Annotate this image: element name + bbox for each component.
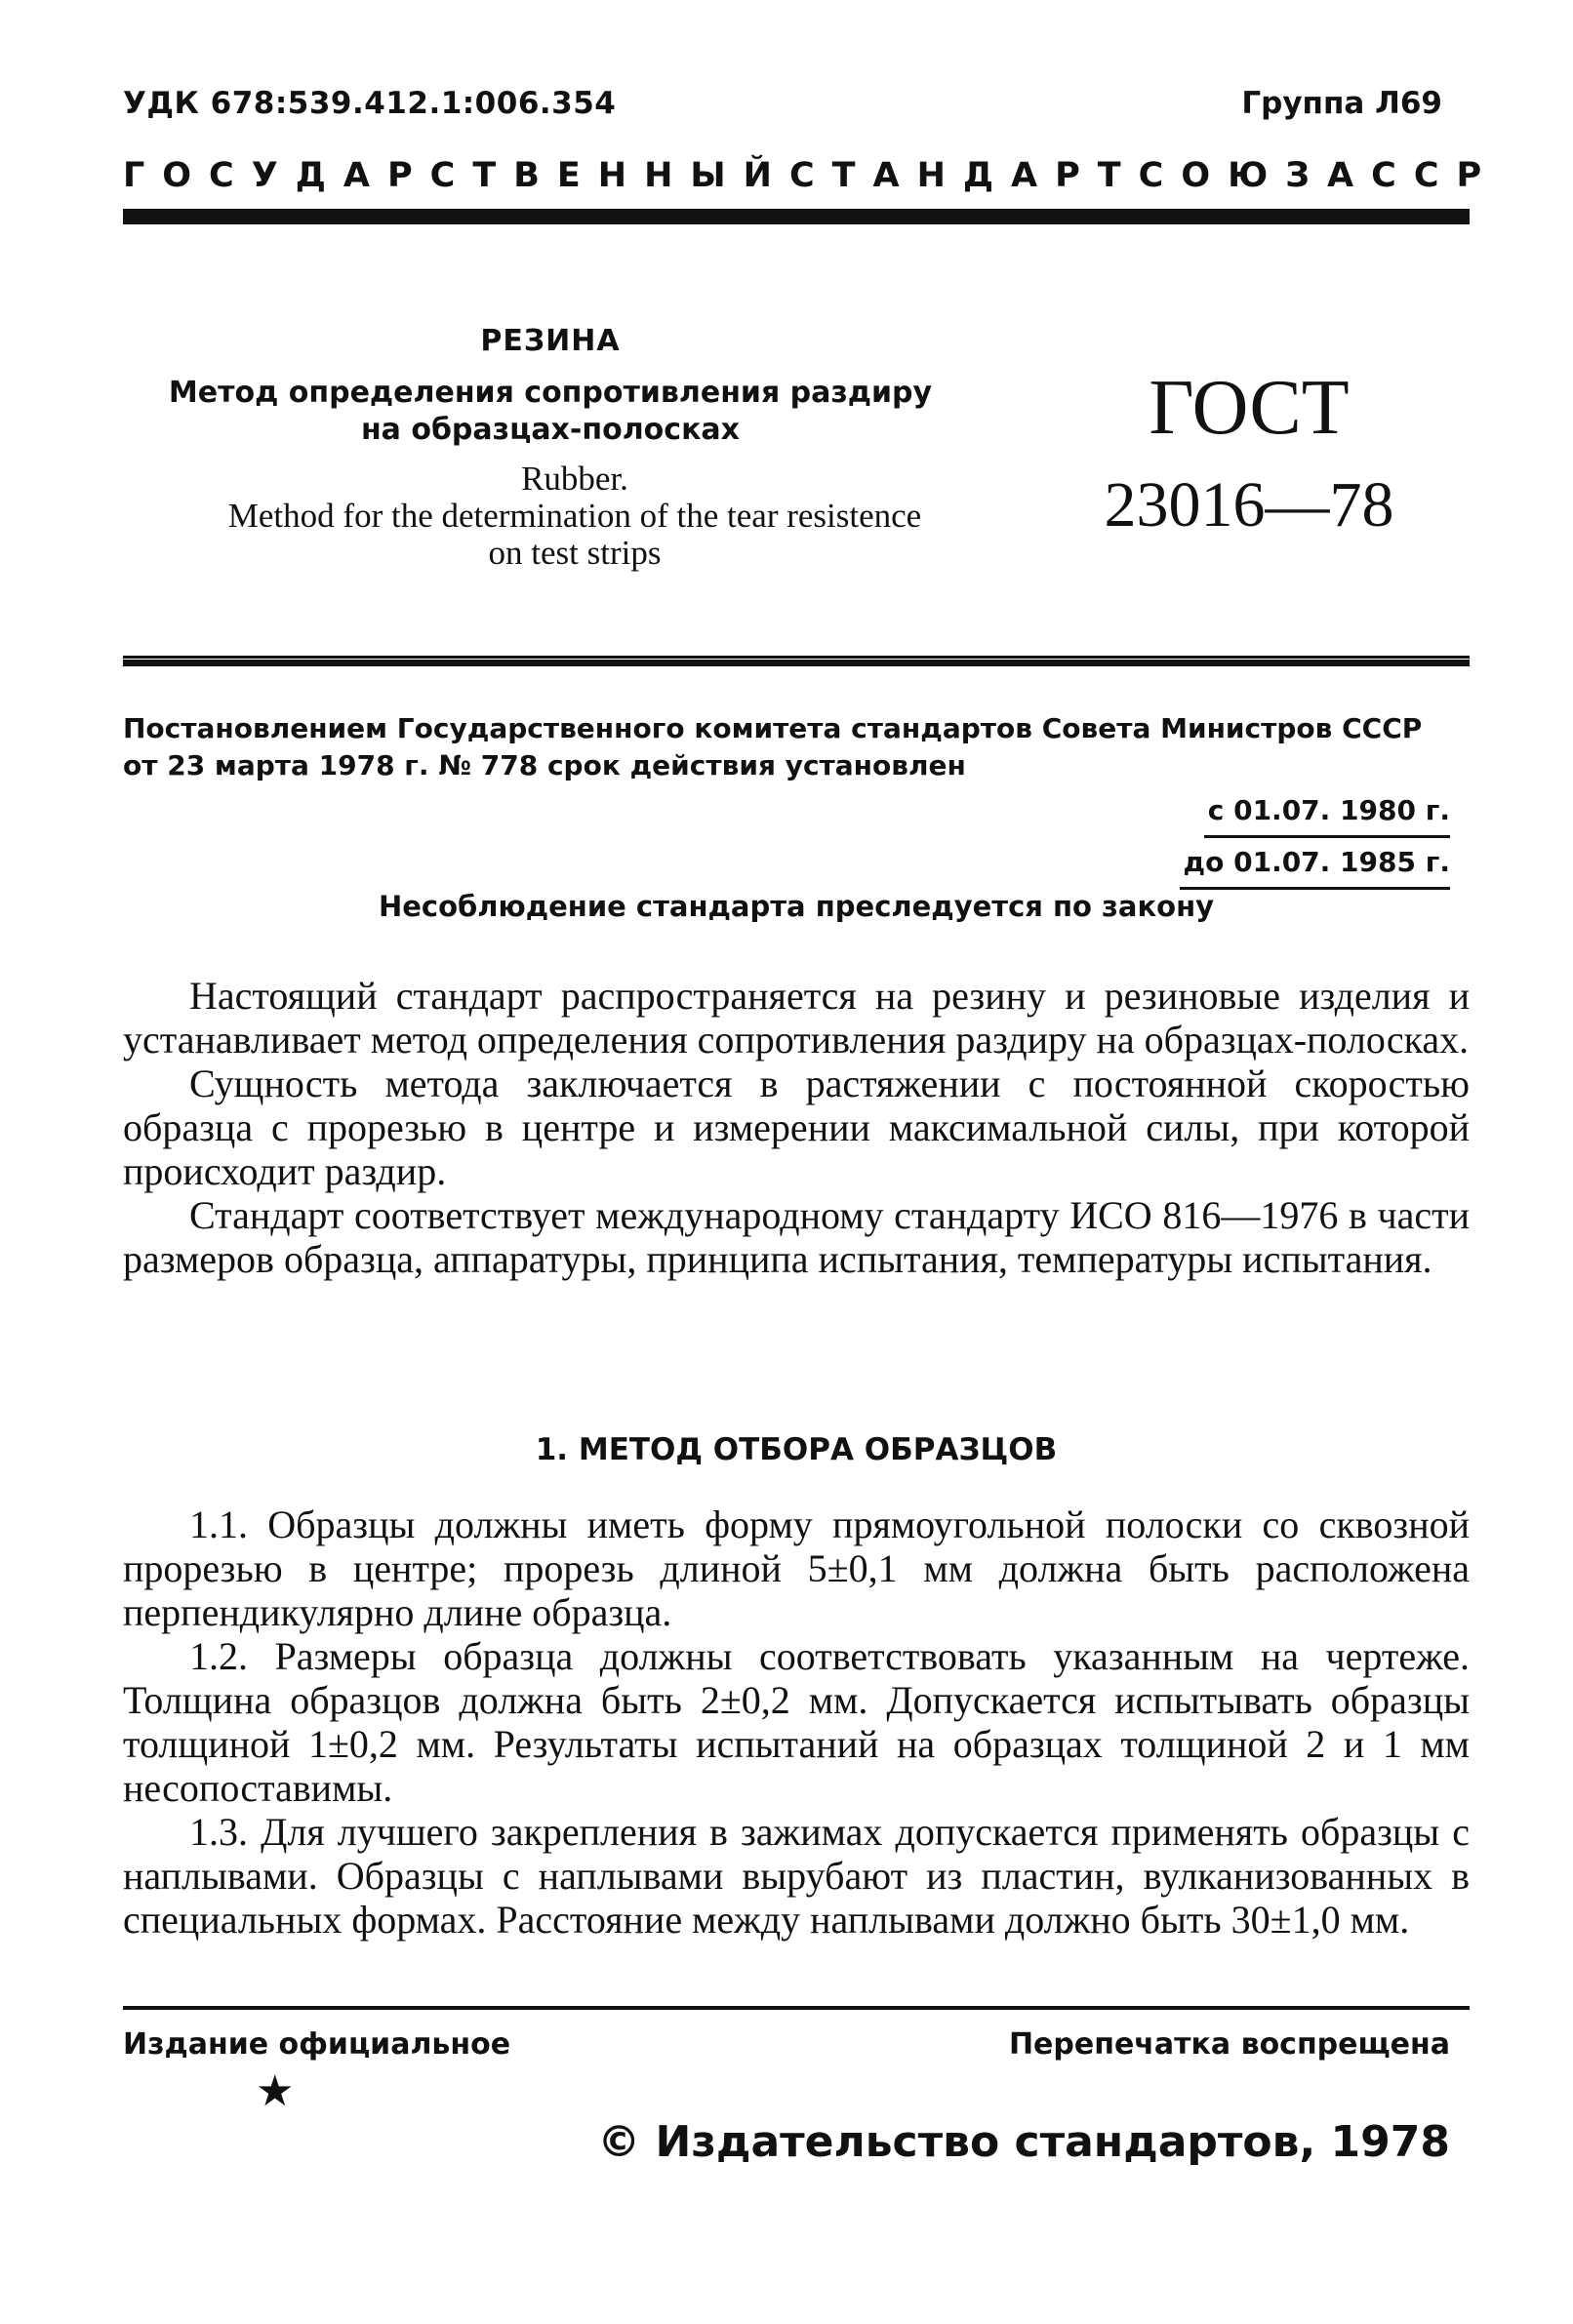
paragraph: Стандарт соответствует международному стандарту ИСО 816—1976 в части размеров образца, аппаратуры, принципа испытания, температуры испытания. [123, 1193, 1470, 1281]
gost-designation [1054, 361, 1444, 556]
english-title-line: Method for the determination of the tear resistence [227, 497, 922, 535]
decree-line: Постановлением Государственного комитета стандартов Совета Министров СССР [123, 712, 1423, 744]
intro-text [123, 974, 1470, 1281]
date-to: до 01.07. 1985 г. [1180, 838, 1451, 890]
clause-1-3: 1.3. Для лучшего закрепления в зажимах допускается применять образцы с наплывами. Образцы с наплывами вырубают из пластин, вулканизованных в специальных формах. Расстояние между наплывами должно быть 30±1,0 мм. [123, 1810, 1470, 1942]
english-title-line: Rubber. [521, 460, 628, 498]
star-icon: ★ [256, 2066, 295, 2116]
section-heading: 1. МЕТОД ОТБОРА ОБРАЗЦОВ [535, 1432, 1058, 1467]
banner-word: ГОСУДАРСТВЕННЫЙ [123, 156, 789, 195]
decree-text [123, 710, 1470, 784]
publisher-copyright: © Издательство стандартов, 1978 [597, 2117, 1450, 2167]
paragraph: Сущность метода заключается в растяжении с постоянной скоростью образца с прорезью в центре и измерении максимальной силы, при которой происходит раздир. [123, 1062, 1470, 1193]
title-rule-thick [123, 660, 1470, 666]
date-from: с 01.07. 1980 г. [1204, 786, 1450, 838]
section-text [123, 1503, 1470, 1942]
english-title [123, 461, 1027, 572]
clause-1-1: 1.1. Образцы должны иметь форму прямоугольной полоски со сквозной прорезью в центре; прорезь длиной 5±0,1 мм должна быть расположена перпендикулярно длине образца. [123, 1503, 1470, 1634]
decree-line: от 23 марта 1978 г. № 778 срок действия установлен [123, 749, 966, 781]
banner-word: ССР [1371, 156, 1500, 195]
document-title: РЕЗИНА [480, 324, 621, 358]
validity-dates [1180, 786, 1451, 890]
banner-word: СОЮЗА [1138, 156, 1372, 195]
law-notice: Несоблюдение стандарта преследуется по закону [378, 890, 1215, 923]
group-code: Группа Л69 [1241, 86, 1442, 121]
header-rule [123, 209, 1470, 224]
subtitle-line: на образцах-полосках [360, 413, 741, 447]
reprint-notice: Перепечатка воспрещена [1008, 2027, 1450, 2062]
gost-number: 23016—78 [1104, 469, 1394, 541]
state-standard-banner [123, 156, 1500, 195]
udk-code: УДК 678:539.412.1:006.354 [123, 86, 617, 121]
banner-word: СТАНДАРТ [788, 156, 1139, 195]
subtitle-line: Метод определения сопротивления раздиру [168, 376, 933, 410]
english-title-line: on test strips [488, 534, 662, 572]
footer-rule [123, 2006, 1470, 2010]
title-rule-thin [123, 656, 1470, 659]
clause-1-2: 1.2. Размеры образца должны соответствовать указанным на чертеже. Толщина образцов должна быть 2±0,2 мм. Допускается испытывать образцы толщиной 1±0,2 мм. Результаты испытаний на образцах толщиной 2 и 1 мм несопоставимы. [123, 1634, 1470, 1810]
paragraph: Настоящий стандарт распространяется на резину и резиновые изделия и устанавливает метод определения сопротивления раздиру на образцах-полосках. [123, 974, 1470, 1062]
edition-label: Издание официальное [123, 2027, 511, 2062]
document-subtitle [123, 375, 978, 449]
gost-label: ГОСТ [1149, 365, 1350, 451]
